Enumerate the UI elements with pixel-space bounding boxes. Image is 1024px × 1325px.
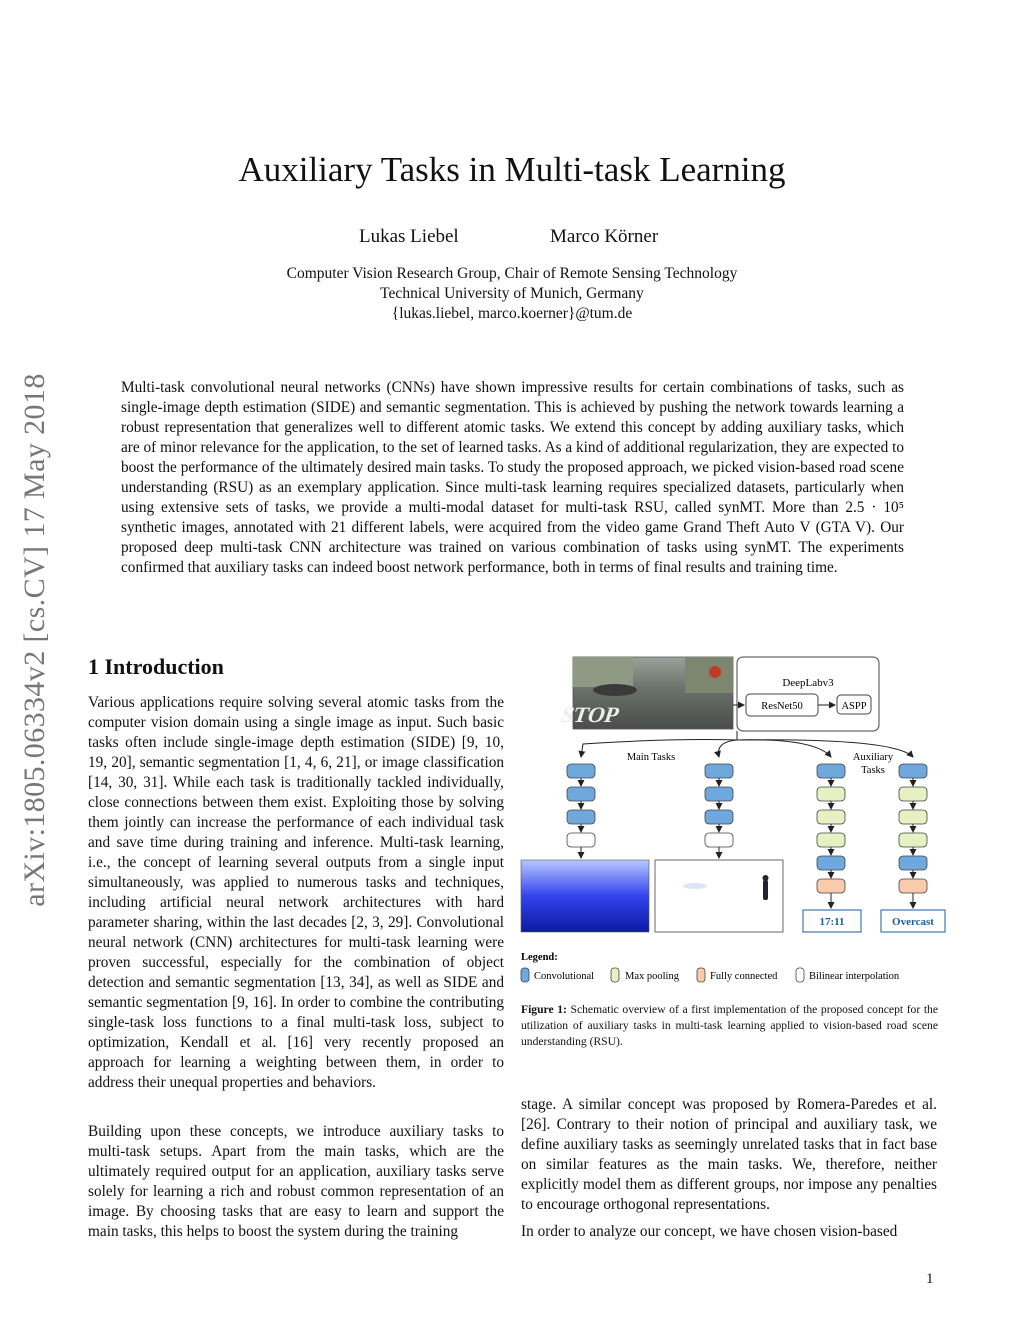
legend-swatch-pool bbox=[611, 968, 619, 982]
layer-interp bbox=[705, 833, 733, 847]
legend-swatch-fc bbox=[697, 968, 705, 982]
legend-fc: Fully connected bbox=[710, 971, 778, 982]
weather-output: Overcast bbox=[892, 916, 934, 928]
paper-title: Auxiliary Tasks in Multi-task Learning bbox=[238, 150, 786, 189]
stop-road-marking: STOP bbox=[557, 702, 623, 727]
affiliation-line-2: Technical University of Munich, Germany bbox=[380, 285, 644, 302]
input-road-image bbox=[558, 657, 733, 729]
arxiv-stamp: arXiv:1805.06334v2 [cs.CV] 17 May 2018 bbox=[18, 373, 51, 907]
deeplab-label: DeepLabv3 bbox=[782, 677, 834, 689]
legend-conv: Convolutional bbox=[534, 971, 595, 982]
legend-pool: Max pooling bbox=[625, 971, 679, 982]
layer-conv bbox=[705, 810, 733, 824]
legend-swatch-interp bbox=[796, 968, 804, 982]
layer-conv bbox=[899, 764, 927, 778]
resnet-label: ResNet50 bbox=[761, 701, 803, 712]
layer-fc bbox=[817, 879, 845, 893]
right-paragraph-2: In order to analyze our concept, we have chosen vision-based bbox=[521, 1223, 898, 1240]
layer-pool bbox=[817, 833, 845, 847]
layer-pool bbox=[817, 787, 845, 801]
aspp-label: ASPP bbox=[841, 701, 867, 712]
layer-conv bbox=[567, 787, 595, 801]
layer-pool bbox=[899, 833, 927, 847]
aux-tasks-label-1: Auxiliary bbox=[852, 752, 894, 763]
main-tasks-label: Main Tasks bbox=[626, 752, 676, 763]
legend-swatch-conv bbox=[521, 968, 529, 982]
depth-output-image bbox=[521, 860, 649, 932]
intro-paragraph-2: Building upon these concepts, we introduce auxiliary tasks to multi-task setups. Apart from the main tasks, which are the ultimately required output for an application, auxiliary tasks serve solely for learning a rich and robust common representation of an image. By choosing tasks that are easy to learn and support the main tasks, this helps to boost the system during the training bbox=[88, 1123, 504, 1240]
section-heading: 1 Introduction bbox=[88, 654, 224, 679]
aux-tasks-label-2: Tasks bbox=[861, 765, 885, 776]
layer-conv bbox=[705, 787, 733, 801]
layer-conv bbox=[705, 764, 733, 778]
layer-conv bbox=[899, 856, 927, 870]
time-output: 17:11 bbox=[819, 916, 845, 928]
legend-title: Legend: bbox=[521, 952, 558, 963]
figure-1-caption: Figure 1: Schematic overview of a first implementation of the proposed concept for the utilization of auxiliary tasks in multi-task learning applied to vision-based road scene understanding (RSU). bbox=[521, 1003, 938, 1048]
figure-1-diagram bbox=[515, 652, 947, 992]
author-2: Marco Körner bbox=[550, 226, 659, 247]
affiliation-line-1: Computer Vision Research Group, Chair of Remote Sensing Technology bbox=[286, 265, 738, 282]
legend-interp: Bilinear interpolation bbox=[809, 971, 900, 982]
layer-conv bbox=[567, 764, 595, 778]
page-number: 1 bbox=[926, 1271, 934, 1287]
legend bbox=[521, 968, 900, 982]
layer-pool bbox=[899, 810, 927, 824]
right-paragraph-1: stage. A similar concept was proposed by Romera-Paredes et al. [26]. Contrary to their notion of principal and auxiliary task, we define auxiliary tasks as seemingly unrelated tasks that in fact base on similar features as the main tasks. We, therefore, neither explicitly model them as different groups, nor impose any penalties to encourage orthogonal representations. bbox=[521, 1096, 937, 1213]
layer-conv bbox=[567, 810, 595, 824]
author-1: Lukas Liebel bbox=[359, 226, 459, 247]
layer-pool bbox=[899, 787, 927, 801]
abstract: Multi-task convolutional neural networks (CNNs) have shown impressive results for certain combinations of tasks, such as single-image depth estimation (SIDE) and semantic segmentation. This is achieved by pushing the network towards learning a robust representation that generalizes well to different atomic tasks. We extend this concept by adding auxiliary tasks, which are of minor relevance for the application, to the set of learned tasks. As a kind of additional regularization, they are expected to boost the performance of the ultimately desired main tasks. To study the proposed approach, we picked vision-based road scene understanding (RSU) as an exemplary application. Since multi-task learning requires specialized datasets, particularly when using extensive sets of tasks, we provide a multi-modal dataset for multi-task RSU, called synMT. More than 2.5 · 10⁵ synthetic images, annotated with 21 different labels, were acquired from the video game Grand Theft Auto V (GTA V). Our proposed deep multi-task CNN architecture was trained on various combination of tasks using synMT. The experiments confirmed that auxiliary tasks can indeed boost network performance, both in terms of final results and training time. bbox=[121, 379, 904, 576]
layer-conv bbox=[817, 764, 845, 778]
layer-interp bbox=[567, 833, 595, 847]
layer-conv bbox=[817, 856, 845, 870]
layer-fc bbox=[899, 879, 927, 893]
author-emails: {lukas.liebel, marco.koerner}@tum.de bbox=[391, 305, 633, 322]
layer-pool bbox=[817, 810, 845, 824]
intro-paragraph-1: Various applications require solving several atomic tasks from the computer vision domain using a single image as input. Such basic tasks often include single-image depth estimation (SIDE) [9, 10, 19, 20], semantic segmentation [1, 4, 6, 21], or image classification [14, 30, 31]. While each task is traditionally tackled individually, close connections between them exist. Exploiting those by solving them jointly can increase the performance of each individual task and save time during training and inference. Multi-task learning, i.e., the concept of learning several outputs from a single input simultaneously, was applied to numerous tasks and techniques, including artificial neural network architectures with hard parameter sharing, within the last decades [2, 3, 29]. Convolutional neural network (CNN) architectures for multi-task learning were proven successful, especially for the combination of object detection and semantic segmentation [13, 34], as well as SIDE and semantic segmentation [9, 16]. In order to combine the contributing single-task loss functions to a final multi-task loss, subject to optimization, Kendall et al. [16] very recently proposed an approach for learning a weighting between them, in order to address their unequal properties and behaviors. bbox=[88, 694, 504, 1091]
